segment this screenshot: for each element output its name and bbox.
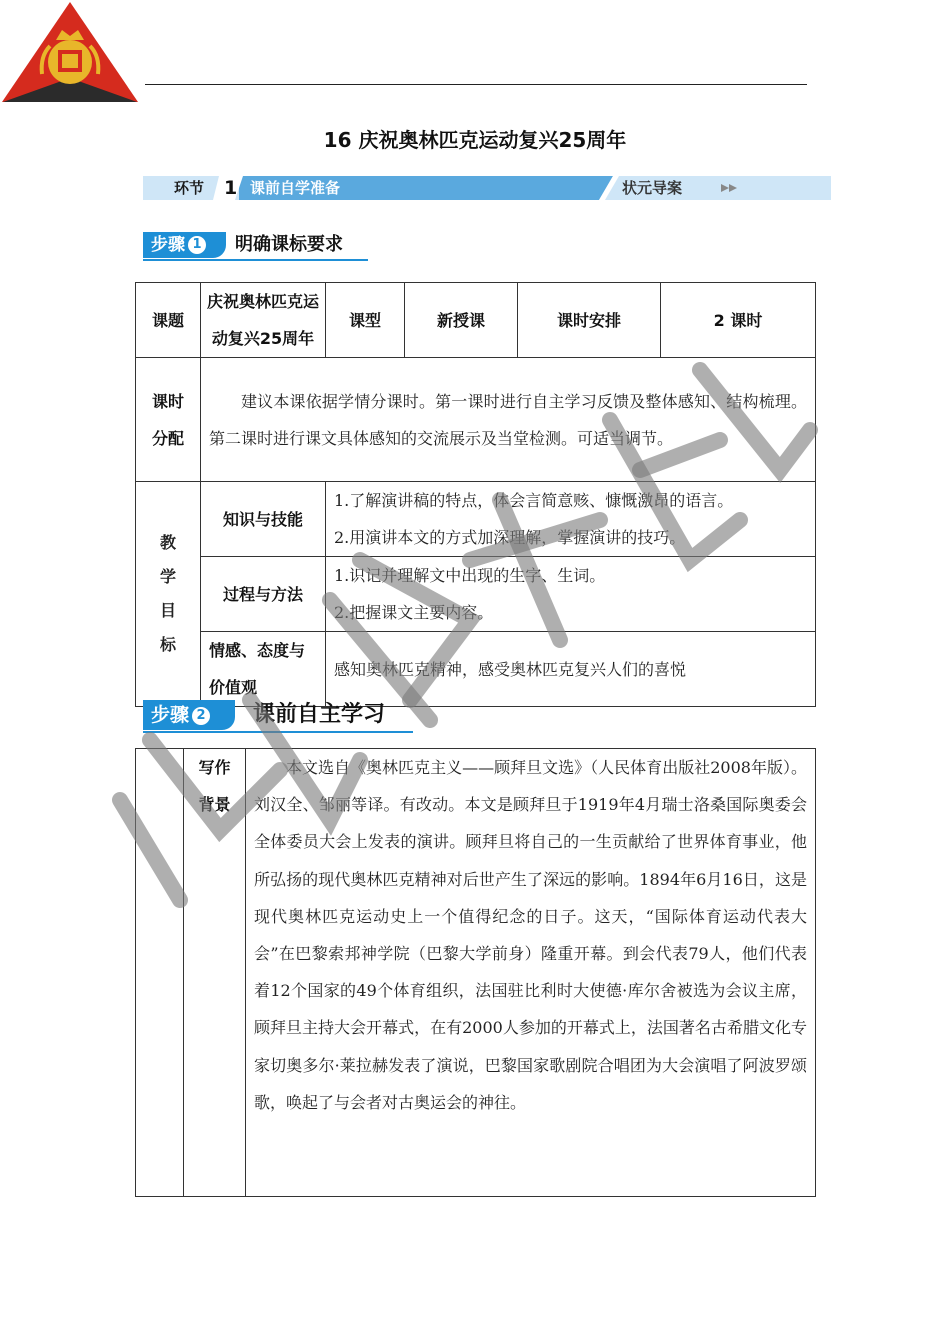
step-1-tag: 步骤 1 xyxy=(143,232,226,258)
goals-label: 教 学 目 标 xyxy=(136,482,201,707)
stage-banner xyxy=(143,176,831,200)
goal-knowledge-label: 知识与技能 xyxy=(201,482,326,557)
school-crest-logo xyxy=(0,0,140,104)
background-label: 写作 背景 xyxy=(184,749,246,1197)
type-label: 课型 xyxy=(326,283,405,358)
step-1-heading xyxy=(143,232,368,258)
allocation-label: 课时 分配 xyxy=(136,358,201,482)
stage-name: 课前自学准备 xyxy=(250,179,341,197)
background-empty-cell xyxy=(136,749,184,1197)
stage-prefix: 环节 xyxy=(174,179,205,197)
guide-label: 状元导案 xyxy=(622,179,683,197)
time-label: 课时安排 xyxy=(518,283,661,358)
page-title: 16 庆祝奥林匹克运动复兴25周年 xyxy=(323,128,627,152)
stage-number: 1 xyxy=(224,177,238,199)
time-value: 2 课时 xyxy=(661,283,816,358)
step-1-title: 明确课标要求 xyxy=(235,234,343,255)
goal-process-text: 1.识记并理解文中出现的生字、生词。 2.把握课文主要内容。 xyxy=(326,557,816,632)
curriculum-table xyxy=(135,282,816,707)
goal-knowledge-text: 1.了解演讲稿的特点，体会言简意赅、慷慨激昂的语言。 2.用演讲本文的方式加深理解，掌握演讲的技巧。 xyxy=(326,482,816,557)
type-value: 新授课 xyxy=(405,283,518,358)
allocation-text: 建议本课依据学情分课时。第一课时进行自主学习反馈及整体感知、结构梳理。第二课时进行课文具体感知的交流展示及当堂检测。可适当调节。 xyxy=(201,358,816,482)
topic-label: 课题 xyxy=(136,283,201,358)
goal-process-label: 过程与方法 xyxy=(201,557,326,632)
topic-value: 庆祝奥林匹克运 动复兴25周年 xyxy=(201,283,326,358)
goal-emotion-label: 情感、态度与 价值观 xyxy=(201,632,326,707)
background-text: 本文选自《奥林匹克主义——顾拜旦文选》（人民体育出版社2008年版）。刘汉全、邹丽等译。有改动。本文是顾拜旦于1919年4月瑞士洛桑国际奥委会全体委员大会上发表的演讲。顾拜旦将自己的一生贡献给了世界体育事业，他所弘扬的现代奥林匹克精神对后世产生了深远的影响。1894年6月16日，这是现代奥林匹克运动史上一个值得纪念的日子。这天，“国际体育运动代表大会”在巴黎索邦神学院（巴黎大学前身）隆重开幕。到会代表79人，他们代表着12个国家的49个体育组织，法国驻比利时大使德·库尔舍被选为会议主席，顾拜旦主持大会开幕式，在有2000人参加的开幕式上，法国著名古希腊文化专家切奥多尔·莱拉赫发表了演说，巴黎国家歌剧院合唱团为大会演唱了阿波罗颂歌，唤起了与会者对古奥运会的神往。 xyxy=(246,749,816,1197)
step-2-title: 课前自主学习 xyxy=(253,702,386,727)
step-2-tag: 步骤 2 xyxy=(143,700,235,730)
header-rule xyxy=(145,84,807,85)
background-table xyxy=(135,748,816,1197)
goal-emotion-text: 感知奥林匹克精神，感受奥林匹克复兴人们的喜悦 xyxy=(326,632,816,707)
step-2-heading xyxy=(143,700,413,730)
